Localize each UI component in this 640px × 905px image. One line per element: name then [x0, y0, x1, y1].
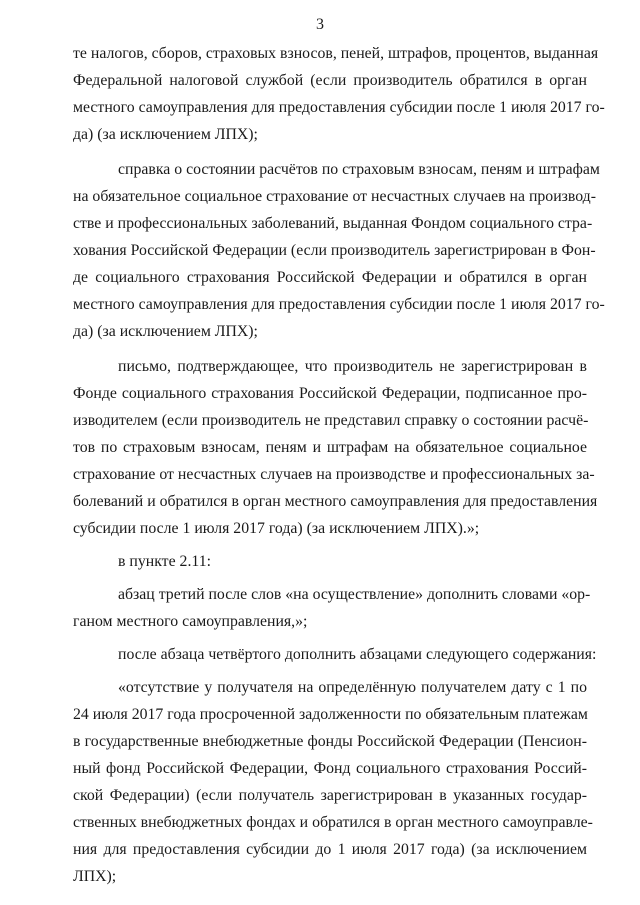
text-line: «отсутствие у получателя на определённую получателем дату с 1 по: [118, 679, 587, 696]
text-line: местного самоуправления для предоставления субсидии после 1 июля 2017 го-: [73, 296, 605, 313]
text-line: да) (за исключением ЛПХ);: [73, 323, 258, 340]
text-line: 24 июля 2017 года просроченной задолженности по обязательным платежам: [73, 706, 588, 723]
page-number: 3: [316, 16, 324, 33]
text-line: Федеральной налоговой службой (если производитель обратился в орган: [73, 72, 587, 89]
paragraph: [73, 674, 593, 890]
text-line: в государственные внебюджетные фонды Российской Федерации (Пенсион-: [73, 733, 587, 750]
text-line: изводителем (если производитель не представил справку о состоянии расчё-: [73, 412, 589, 429]
text-line: субсидии после 1 июля 2017 года) (за исключением ЛПХ).»;: [73, 520, 480, 537]
paragraph: [73, 40, 605, 148]
text-line: болеваний и обратился в орган местного самоуправления для предоставления: [73, 493, 598, 510]
text-line: ный фонд Российской Федерации, Фонд социального страхования Россий-: [73, 760, 587, 777]
text-line: в пункте 2.11:: [118, 553, 211, 570]
text-line: ЛПХ);: [73, 868, 117, 885]
text-line: де социального страхования Российской Федерации и обратился в орган: [73, 269, 587, 286]
paragraph: [73, 156, 605, 345]
text-line: ганом местного самоуправления,»;: [73, 613, 308, 630]
paragraph: [73, 641, 597, 668]
text-line: после абзаца четвёртого дополнить абзацами следующего содержания:: [118, 646, 597, 663]
text-line: Фонде социального страхования Российской Федерации, подписанное про-: [73, 385, 587, 402]
paragraph: [73, 581, 591, 635]
text-line: ственных внебюджетных фондах и обратился в орган местного самоуправле-: [73, 814, 593, 831]
text-line: письмо, подтверждающее, что производитель не зарегистрирован в: [118, 358, 587, 375]
text-line: на обязательное социальное страхование от несчастных случаев на производ-: [73, 188, 596, 205]
text-line: местного самоуправления для предоставления субсидии после 1 июля 2017 го-: [73, 99, 605, 116]
text-line: тов по страховым взносам, пеням и штрафам на обязательное социальное: [73, 439, 587, 456]
text-line: ской Федерации) (если получатель зарегистрирован в указанных государ-: [73, 787, 587, 804]
text-line: ния для предоставления субсидии до 1 июля 2017 года) (за исключением: [73, 841, 587, 858]
paragraph: [73, 353, 598, 542]
paragraph: [73, 548, 587, 575]
text-line: хования Российской Федерации (если производитель зарегистрирован в Фон-: [73, 242, 596, 259]
text-line: абзац третий после слов «на осуществление» дополнить словами «ор-: [118, 586, 591, 603]
text-line: стве и профессиональных заболеваний, выданная Фондом социального стра-: [73, 215, 593, 232]
text-line: справка о состоянии расчётов по страховым взносам, пеням и штрафам: [118, 161, 600, 178]
document-body: [73, 40, 605, 890]
text-line: да) (за исключением ЛПХ);: [73, 126, 258, 143]
text-line: страхование от несчастных случаев на производстве и профессиональных за-: [73, 466, 595, 483]
text-line: те налогов, сборов, страховых взносов, пеней, штрафов, процентов, выданная: [73, 45, 599, 62]
